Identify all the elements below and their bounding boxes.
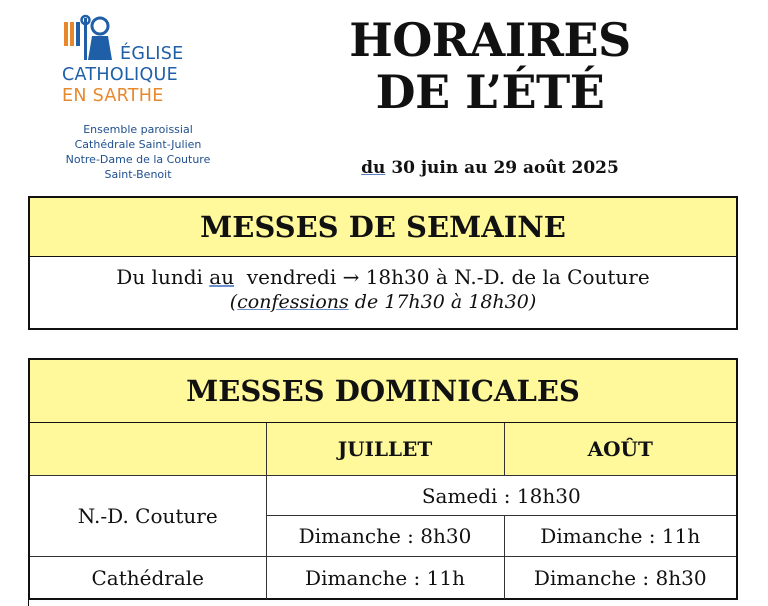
month-juillet: JUILLET <box>266 423 504 476</box>
confession-times <box>30 291 736 313</box>
weekday-text-au: au <box>209 265 235 289</box>
weekday-text-b: vendredi → 18h30 à N.-D. de la Couture <box>234 265 650 289</box>
parish-line: Cathédrale Saint-Julien <box>74 138 202 151</box>
parish-info <box>54 122 222 182</box>
sunday-schedule-table <box>30 423 736 599</box>
title-line2: DE L’ÉTÉ <box>375 65 605 119</box>
confession-text: de 17h30 à 18h30) <box>348 291 537 313</box>
logo-name-line3: EN SARTHE <box>62 86 164 106</box>
logo <box>62 10 232 186</box>
empty-cell <box>30 423 266 476</box>
cathedrale-aout-cell: Dimanche : 8h30 <box>504 557 736 600</box>
confessions-word: confessions <box>237 291 349 313</box>
sunday-masses-box <box>28 358 738 600</box>
page-title <box>330 14 650 118</box>
paren-open: ( <box>229 291 238 313</box>
weekday-text-a: Du lundi <box>116 265 210 289</box>
month-aout: AOÛT <box>504 423 736 476</box>
title-line1: HORAIRES <box>349 13 631 67</box>
logo-name <box>62 44 184 107</box>
parish-line: Saint-Benoit <box>104 168 172 181</box>
table-row <box>30 557 736 600</box>
weekday-schedule <box>30 265 736 289</box>
date-range <box>330 158 650 178</box>
parish-line: Ensemble paroissial <box>83 123 193 136</box>
nd-juillet-cell: Dimanche : 8h30 <box>266 516 504 557</box>
saturday-mass-cell: Samedi : 18h30 <box>266 476 736 516</box>
logo-name-line2: CATHOLIQUE <box>62 65 179 85</box>
place-cathedrale: Cathédrale <box>30 557 266 600</box>
table-row <box>30 476 736 516</box>
place-nd-couture: N.-D. Couture <box>30 476 266 557</box>
parish-line: Notre-Dame de la Couture <box>65 153 211 166</box>
weekday-header: MESSES DE SEMAINE <box>30 198 736 257</box>
cathedrale-juillet-cell: Dimanche : 11h <box>266 557 504 600</box>
date-rest: 30 juin au 29 août 2025 <box>385 158 619 178</box>
date-du: du <box>361 158 386 178</box>
table-row <box>30 423 736 476</box>
weekday-masses-box <box>28 196 738 330</box>
logo-name-line1: ÉGLISE <box>120 44 184 64</box>
sunday-header: MESSES DOMINICALES <box>30 360 736 423</box>
edge-marker <box>28 600 29 606</box>
nd-aout-cell: Dimanche : 11h <box>504 516 736 557</box>
